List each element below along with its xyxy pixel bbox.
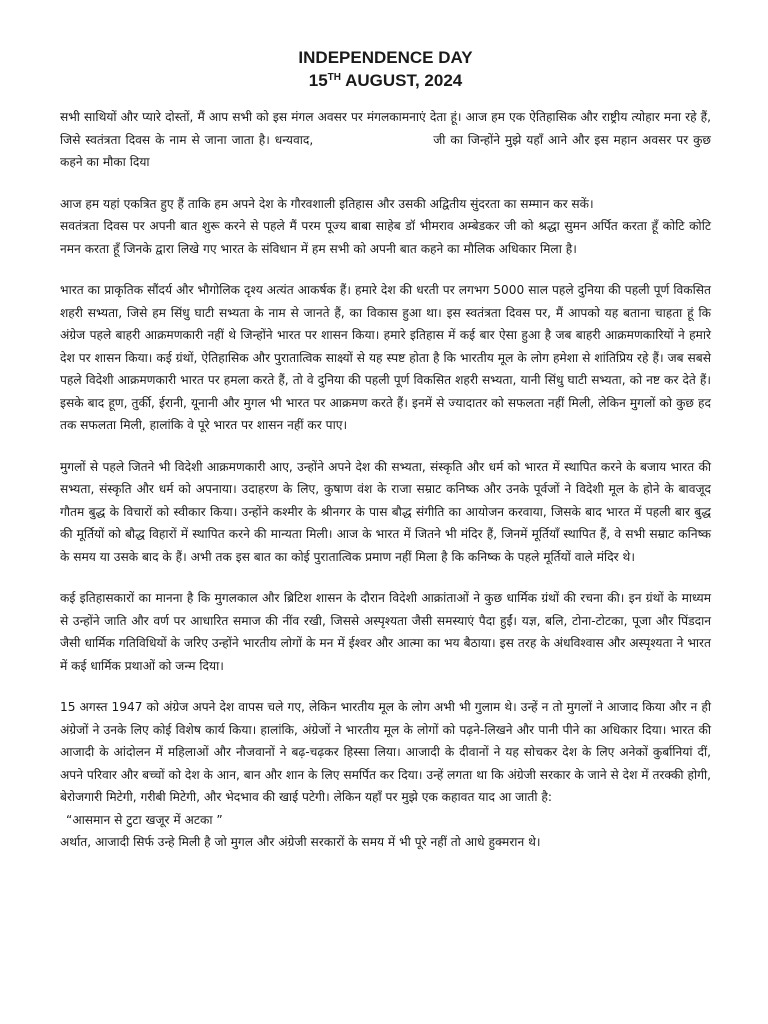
paragraph-culture: मुगलों से पहले जितने भी विदेशी आक्रमणकारी आए, उन्होंने अपने देश की सभ्यता, संस्कृति और धर्म को भारत में स्थापित करने के बजाय भारत की सभ्यता, संस्कृति और धर्म को अपनाया। उदाहरण के लिए, कुषाण वंश के राजा सम्राट कनिष्क और उनके पूर्वजों ने विदेशी मूल के होने के बावजूद गौतम बुद्ध के विचारों को स्वीकार किया। उन्होंने कश्मीर के श्रीनगर के पास बौद्ध संगीति का आयोजन करवाया, जिसके बाद भारत में पहली बार बुद्ध की मूर्तियों को बौद्ध विहारों में स्थापित करने की मान्यता मिली। आज के भारत में जितने भी मंदिर हैं, जिनमें मूर्तियाँ स्थापित हैं, वे सभी सम्राट कनिष्क के समय या उसके बाद के हैं। अभी तक इस बात का कोई पुरातात्विक प्रमाण नहीं मिला है कि कनिष्क के पहले मूर्तियों वाले मंदिर थे। bbox=[60, 459, 711, 564]
closing-line: अर्थात, आजादी सिर्फ उन्हे मिली है जो मुगल और अंग्रेजी सरकारों के समय में भी पूरे नहीं तो आधे हुक्मरान थे। bbox=[60, 835, 541, 849]
paragraph-history: भारत का प्राकृतिक सौंदर्य और भौगोलिक दृश्य अत्यंत आकर्षक हैं। हमारे देश की धरती पर लगभग 5000 साल पहले दुनिया की पहली पूर्ण विकसित शहरी सभ्यता, जिसे हम सिंधु घाटी सभ्यता के नाम से जानते हैं, का विकास हुआ था। इस स्वतंत्रता दिवस पर, मैं आपको यह बताना चाहता हूं कि अंग्रेज पहले बाहरी आक्रमणकारी नहीं थे जिन्होंने भारत पर शासन किया। हमारे इतिहास में कई बार ऐसा हुआ है जब बाहरी आक्रमणकारियों ने हमारे देश पर शासन किया। कई ग्रंथों, ऐतिहासिक और पुरातात्विक साक्ष्यों से यह स्पष्ट होता है कि भारतीय मूल के लोग हमेशा से शांतिप्रिय रहे हैं। जब सबसे पहले विदेशी आक्रमणकारी भारत पर हमला करते हैं, तो वे दुनिया की पहली पूर्ण विकसित शहरी सभ्यता, यानी सिंधु घाटी सभ्यता, को नष्ट कर देते हैं। इसके बाद हूण, तुर्की, ईरानी, यूनानी और मुगल भी भारत पर आक्रमण करते हैं। इनमें से ज्यादातर को सफलता नहीं मिली, लेकिन मुगलों को कुछ हद तक सफलता मिली, हालांकि वे पूरे भारत पर शासन नहीं कर पाए। bbox=[60, 283, 711, 432]
document-heading bbox=[60, 46, 711, 92]
greeting-text-start: सभी साथियों और प्यारे दोस्तों, मैं आप सभी को इस मंगल अवसर पर मंगलकामनाएं देता हूं। आज हम एक ऐतिहासिक और राष्ट्रीय त्योहार मना रहे हैं, जिसे स्वतंत्रता दिवस के नाम से जाना जाता है। धन्यवाद, bbox=[60, 110, 711, 147]
paragraph-freedom bbox=[60, 696, 711, 854]
paragraph-religion: कई इतिहासकारों का मानना है कि मुगलकाल और ब्रिटिश शासन के दौरान विदेशी आक्रांताओं ने कुछ धार्मिक ग्रंथों की रचना की। इन ग्रंथों के माध्यम से उन्होंने जाति और वर्ण पर आधारित समाज की नींव रखी, जिससे अस्पृश्यता जैसी समस्याएं पैदा हुईं। यज्ञ, बलि, टोना-टोटका, पूजा और पिंडदान जैसी धार्मिक गतिविधियों के जरिए उन्होंने भारतीय लोगों के मन में ईश्वर और आत्मा का भय बैठाया। इस तरह के अंधविश्वास और अस्पृश्यता ने भारत में कई धार्मिक प्रथाओं को जन्म दिया। bbox=[60, 591, 711, 673]
freedom-text: 15 अगस्त 1947 को अंग्रेज अपने देश वापस चले गए, लेकिन भारतीय मूल के लोग अभी भी गुलाम थे। उन्हें न तो मुगलों ने आजाद किया और न ही अंग्रेजों ने उनके लिए कोई विशेष कार्य किया। हालांकि, अंग्रेजों ने भारतीय मूल के लोगों को पढ़ने-लिखने और पानी पीने का अधिकार दिया। भारत की आजादी के आंदोलन में महिलाओं और नौजवानों ने बढ़-चढ़कर हिस्सा लिया। आजादी के दीवानों ने यह सोचकर देश के लिए अनेकों कुर्बानियां दीं, अपने परिवार और बच्चों को देश के आन, बान और शान के लिए समर्पित कर दिया। उन्हें लगता था कि अंग्रेजी सरकार के जाने से देश में तरक्की होगी, बेरोजगारी मिटेगी, गरीबी मिटेगी, और भेदभाव की खाई पटेगी। लेकिन यहाँ पर मुझे एक कहावत याद आ जाती है: bbox=[60, 700, 711, 804]
document-title: INDEPENDENCE DAY bbox=[298, 48, 473, 67]
paragraph-greeting bbox=[60, 106, 711, 174]
document-body bbox=[60, 106, 711, 854]
greeting-text-end: जी का जिन्होंने मुझे यहाँ आने और इस महान अवसर पर कुछ कहने का मौका दिया bbox=[60, 132, 711, 169]
paragraph-tribute bbox=[60, 193, 711, 261]
date-suffix: TH bbox=[327, 72, 341, 83]
tribute-line-gathering: आज हम यहां एकत्रित हुए हैं ताकि हम अपने देश के गौरवशाली इतिहास और उसकी अद्वितीय सुंदरता का सम्मान कर सकें। bbox=[60, 196, 594, 211]
document-date bbox=[60, 69, 711, 92]
tribute-line-ambedkar: सवतंत्रता दिवस पर अपनी बात शुरू करने से पहले मैं परम पूज्य बाबा साहेब डॉ भीमराव अम्बेडकर जी को श्रद्धा सुमन अर्पित करता हूँ कोटि कोटि नमन करता हूँ जिनके द्वारा लिखे गए भारत के संविधान में हम सभी को अपनी बात कहने का मौलिक अधिकार मिला है। bbox=[60, 219, 711, 256]
date-day: 15 bbox=[308, 71, 328, 90]
date-rest: AUGUST, 2024 bbox=[341, 71, 463, 90]
proverb-quote: “आसमान से टुटा खजूर में अटका ” bbox=[66, 812, 223, 827]
